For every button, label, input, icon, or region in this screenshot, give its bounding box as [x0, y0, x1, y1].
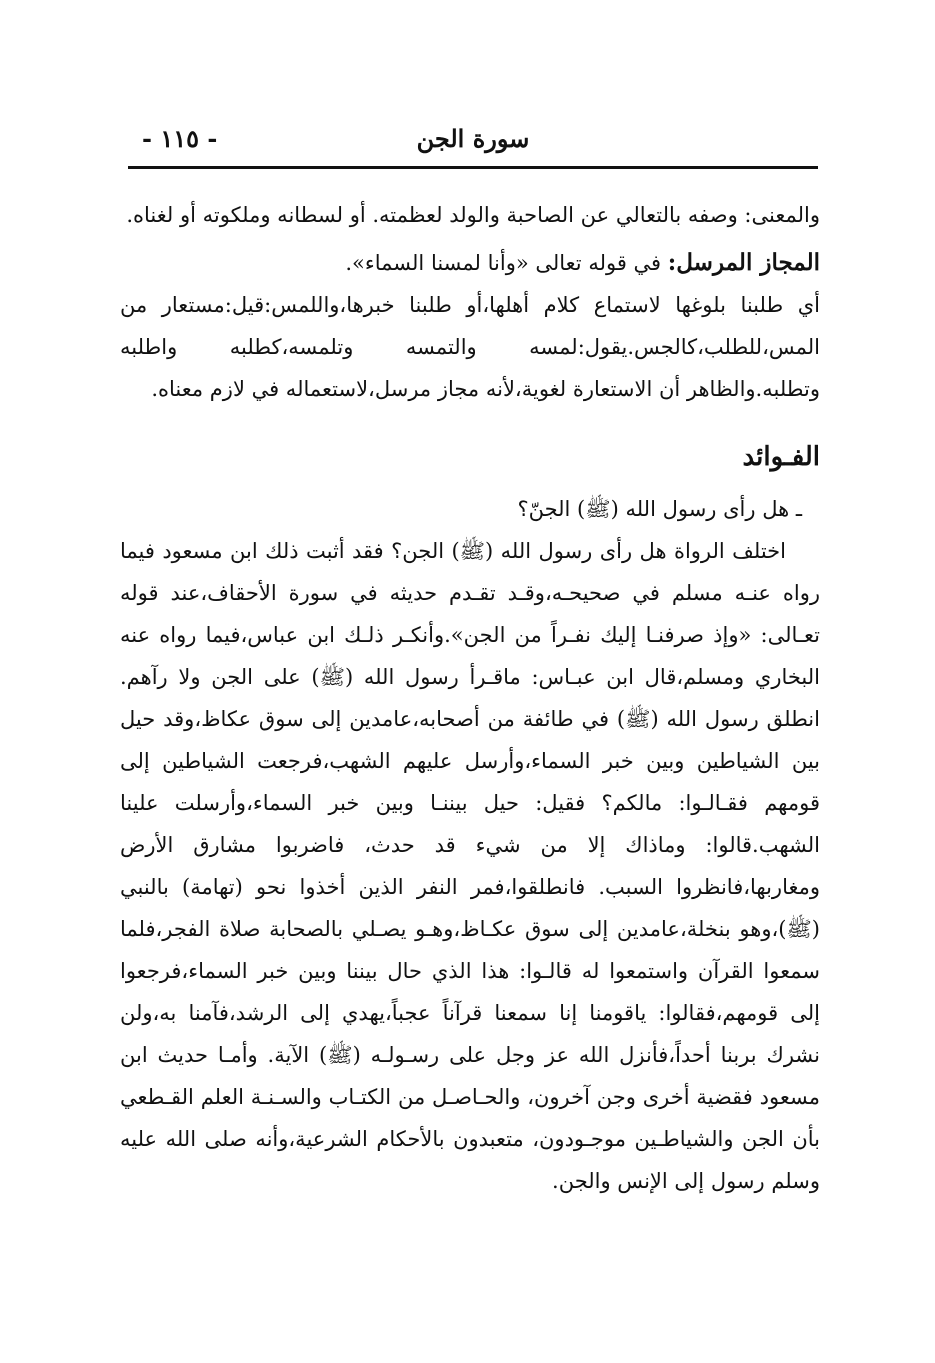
majaz-explanation-paragraph: أي طلبنا بلوغها لاستماع كلام أهلها،أو طلبنا خبرها،واللمس:قيل:مستعار من المس،للطلب،كالجس.يقول:لمسه والتمسه وتلمسه،كطلبه واطلبه وتطلبه.والظاهر أن الاستعارة لغوية،لأنه مجاز مرسل،لاستعماله في لازم معناه. — [120, 293, 820, 401]
page-body — [120, 194, 820, 1202]
meaning-paragraph: والمعنى: وصفه بالتعالي عن الصاحبة والولد لعظمته. أو لسطانه وملكوته أو لغناه. — [126, 203, 820, 227]
surah-title: سورة الجن — [416, 124, 530, 153]
majaz-term: المجاز المرسل: — [667, 249, 820, 276]
page-number: - ١١٥ - — [142, 124, 218, 153]
benefits-question: ـ هل رأى رسول الله (ﷺ) الجنّ؟ — [517, 497, 802, 521]
header-divider — [128, 166, 818, 169]
page-header — [128, 118, 818, 166]
benefits-paragraph: اختلف الرواة هل رأى رسول الله (ﷺ) الجن؟ فقد أثبت ذلك ابن مسعود فيما رواه عنـه مسلم في صحيحـه،وقـد تقـدم حديثه في سورة الأحقاف،عند قوله تعـالى: «وإذ صرفنـا إليك نفـراً من الجن».وأنكـر ذلـك ابن عباس،فيما رواه عنه البخاري ومسلم،قال ابن عبـاس: ماقـرأ رسول الله (ﷺ) على الجن ولا رآهم. انطلق رسول الله (ﷺ) في طائفة من أصحابه،عامدين إلى سوق عكاظ،وقد حيل بين الشياطين وبين خبر السماء،وأرسل عليهم الشهب،فرجعت الشياطين إلى قومهم فقـالـوا: مالكم؟ فقيل: حيل بيننـا وبين خبر السماء،وأرسلت علينا الشهب.قالوا: وماذاك إلا من شيء قد حدث، فاضربوا مشارق الأرض ومغاربها،فانظروا السبب. فانطلقوا،فمر النفر الذين أخذوا نحو (تهامة) بالنبي (ﷺ)،وهو بنخلة،عامدين إلى سوق عكـاظ،وهـو يصـلي بالصحابة صلاة الفجر،فلما سمعوا القرآن واستمعوا له قالـوا: هذا الذي حال بيننا وبين خبر السماء،فرجعوا إلى قومهم،فقالوا: ياقومنا إنا سمعنا قرآناً عجباً،يهدي إلى الرشد،فآمنا به،ولن نشرك بربنا أحداً،فأنزل الله عز وجل على رسـولـه (ﷺ) الآية. وأمـا حديث ابن مسعود فقضية أخرى وجن آخرون، والحـاصـل من الكتـاب والسـنـة العلم القـطعي بأن الجن والشياطـين موجـودون، متعبدون بالأحكام الشرعية،وأنه صلى الله عليه وسلم رسول إلى الإنس والجن. — [120, 539, 820, 1193]
benefits-heading: الفـوائد — [742, 442, 820, 472]
majaz-intro-paragraph — [120, 242, 820, 284]
majaz-intro: في قوله تعالى «وأنا لمسنا السماء». — [345, 251, 668, 275]
